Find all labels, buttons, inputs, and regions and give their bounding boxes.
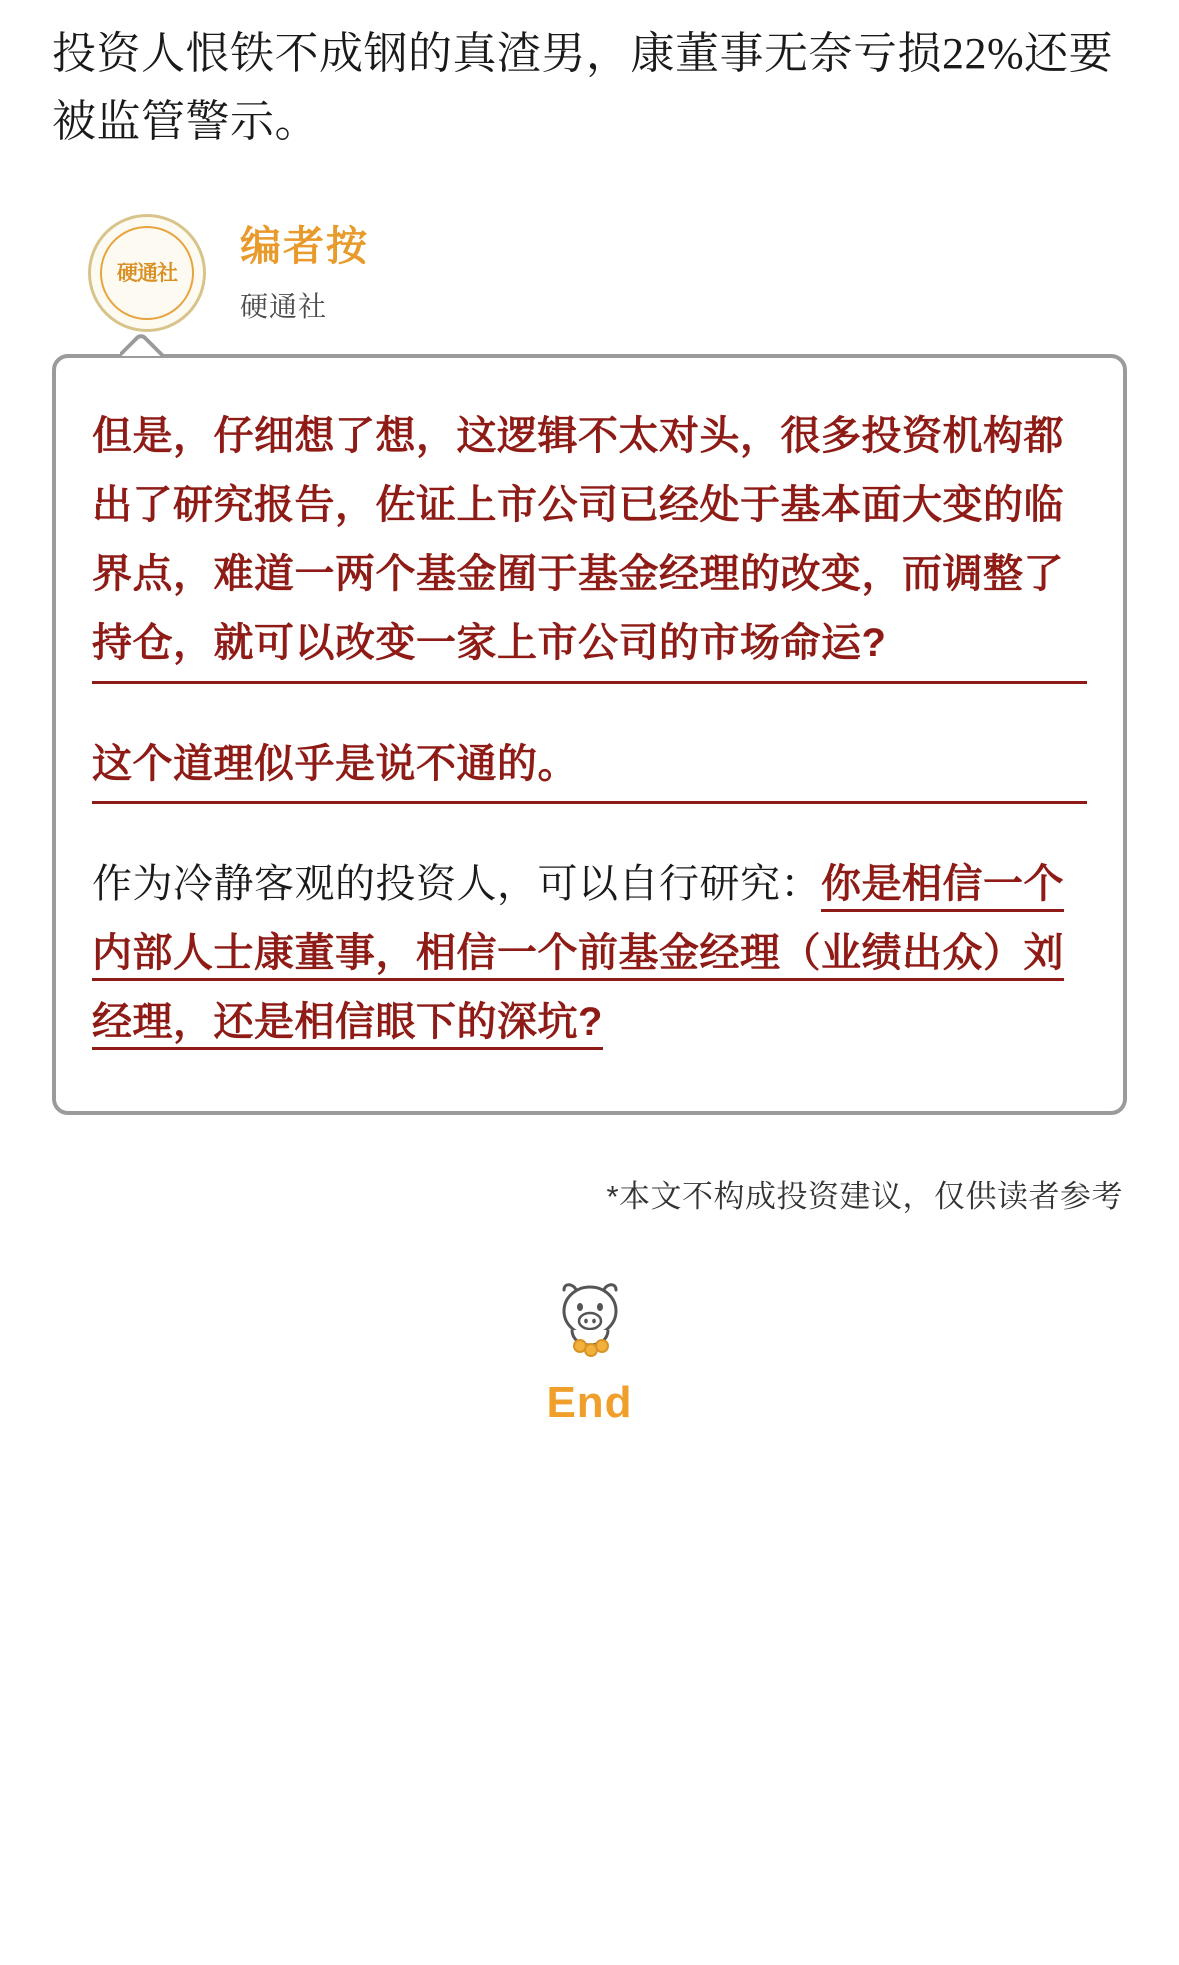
editor-note-title: 编者按 (240, 222, 369, 269)
editor-note-titles (240, 222, 369, 325)
quote-paragraph-1: 但是，仔细想了想，这逻辑不太对头，很多投资机构都出了研究报告，佐证上市公司已经处于基本面大变的临界点，难道一两个基金囿于基金经理的改变，而调整了持仓，就可以改变一家上市公司的市场命运? (92, 402, 1087, 683)
editor-note-subtitle: 硬通社 (240, 290, 328, 322)
cow-mascot-icon (544, 1278, 636, 1364)
disclaimer-text: *本文不构成投资建议，仅供读者参考 (606, 1178, 1123, 1214)
end-label: End (546, 1377, 633, 1427)
publisher-seal-inner (100, 226, 194, 320)
callout-pointer-icon (120, 332, 166, 356)
quote-paragraph-3-highlight: 你是相信一个内部人士康董事，相信一个前基金经理（业绩出众）刘经理，还是相信眼下的深坑? (92, 862, 1064, 1050)
publisher-seal-label: 硬通社 (117, 261, 177, 285)
quote-box (52, 354, 1127, 1114)
quote-paragraph-3 (92, 850, 1087, 1056)
editor-note-header (0, 156, 1179, 332)
quote-paragraph-3-plain: 作为冷静客观的投资人，可以自行研究： (92, 862, 821, 907)
end-mark (0, 1278, 1179, 1488)
quote-callout (52, 354, 1127, 1114)
lead-paragraph: 投资人恨铁不成钢的真渣男，康董事无奈亏损22%还要被监管警示。 (52, 29, 1114, 147)
quote-paragraph-2: 这个道理似乎是说不通的。 (92, 730, 1087, 805)
publisher-seal-icon (88, 214, 206, 332)
